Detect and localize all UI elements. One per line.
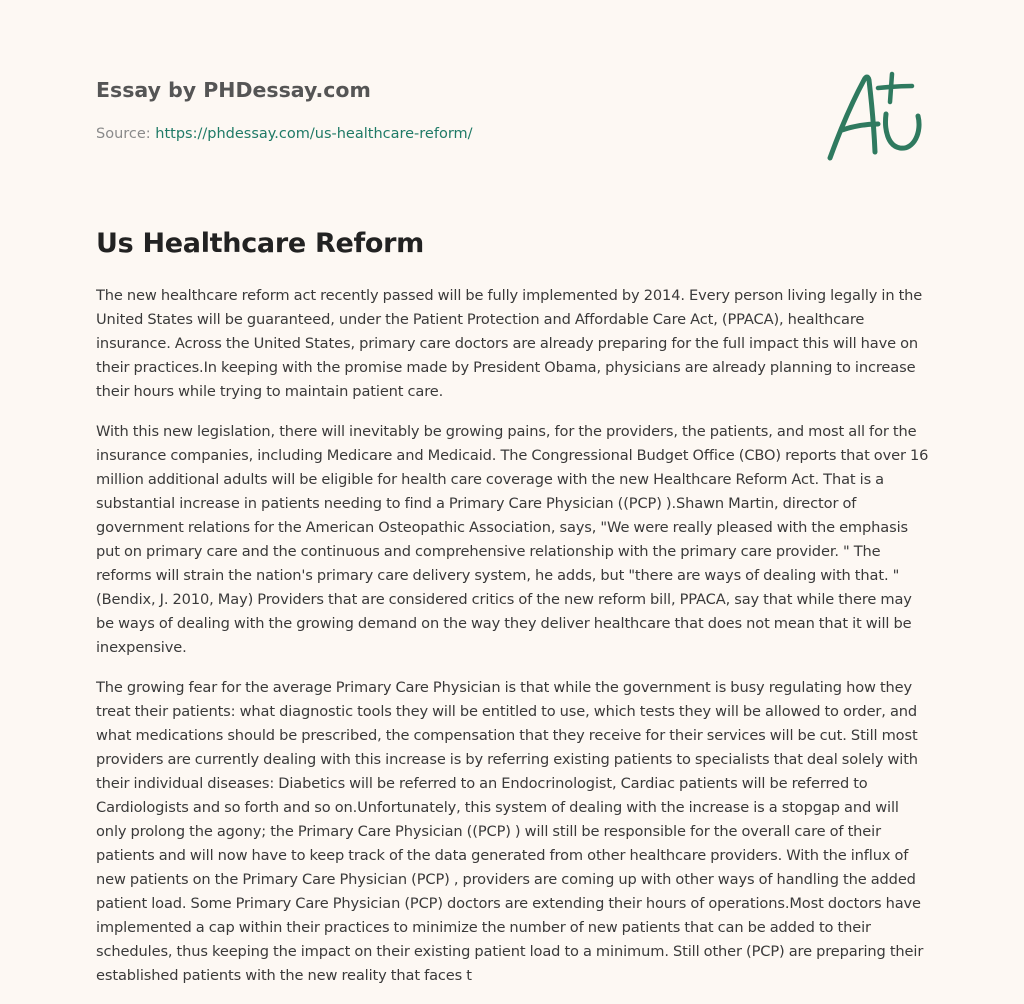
source-line — [96, 124, 796, 144]
a-plus-grade-icon — [820, 66, 930, 166]
essay-paragraph: The growing fear for the average Primary Care Physician is that while the government is busy regulating how they treat their patients: what diagnostic tools they will be entitled to use, which tests they will be allowed to order, and what medications should be prescribed, the compensation that they receive for their services will be cut. Still most providers are currently dealing with this increase is by referring existing patients to specialists that deal solely with their individual diseases: Diabetics will be referred to an Endocrinologist, Cardiac patients will be referred to Cardiologists and so forth and so on.Unfortunately, this system of dealing with the increase is a stopgap and will only prolong the agony; the Primary Care Physician ((PCP) ) will still be responsible for the overall care of their patients and will now have to keep track of the data generated from other healthcare providers. With the influx of new patients on the Primary Care Physician (PCP) , providers are coming up with other ways of handling the added patient load. Some Primary Care Physician (PCP) doctors are extending their hours of operations.Most doctors have implemented a cap within their practices to minimize the number of new patients that can be added to their schedules, thus keeping the impact on their existing patient load to a minimum. Still other (PCP) are preparing their established patients with the new reality that faces t — [96, 679, 924, 984]
essay-paragraph: With this new legislation, there will inevitably be growing pains, for the providers, the patients, and most all for the insurance companies, including Medicare and Medicaid. The Congressional Budget Office (CBO) reports that over 16 million additional adults will be eligible for health care coverage with the new Healthcare Reform Act. That is a substantial increase in patients needing to find a Primary Care Physician ((PCP) ).Shawn Martin, director of government relations for the American Osteopathic Association, says, "We were really pleased with the emphasis put on primary care and the continuous and comprehensive relationship with the primary care provider. " The reforms will strain the nation's primary care delivery system, he adds, but "there are ways of dealing with that. " (Bendix, J. 2010, May) Providers that are considered critics of the new reform bill, PPACA, say that while there may be ways of dealing with the growing demand on the way they deliver healthcare that does not mean that it will be inexpensive. — [96, 423, 929, 656]
essay-body — [96, 284, 932, 990]
source-link[interactable]: https://phdessay.com/us-healthcare-reform/ — [155, 126, 473, 142]
essay-paragraph: The new healthcare reform act recently passed will be fully implemented by 2014. Every person living legally in the United States will be guaranteed, under the Patient Protection and Affordable Care Act, (PPACA), healthcare insurance. Across the United States, primary care doctors are already preparing for the full impact this will have on their practices.In keeping with the promise made by President Obama, physicians are already planning to increase their hours while trying to maintain patient care. — [96, 287, 923, 400]
source-label: Source: — [96, 126, 156, 142]
brand-title: Essay by PHDessay.com — [96, 78, 371, 102]
essay-title: Us Healthcare Reform — [96, 228, 425, 259]
essay-header — [96, 76, 796, 144]
